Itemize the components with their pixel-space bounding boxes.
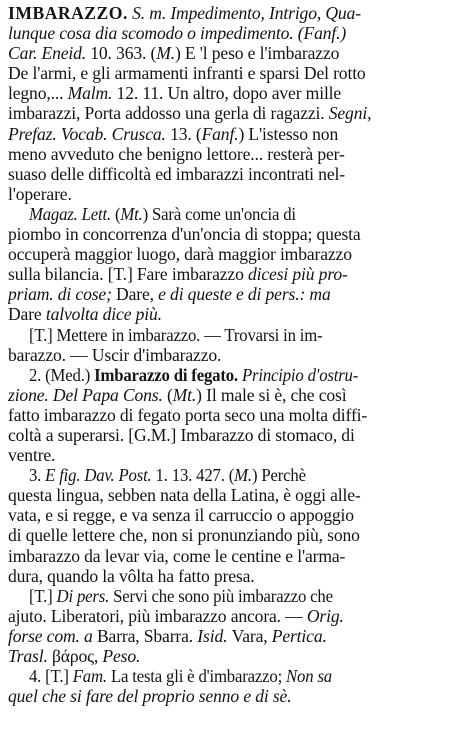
text-run: Magaz. Lett. [28, 203, 115, 224]
text-line [8, 23, 465, 43]
text-run: Vara, [231, 625, 272, 646]
text-run: [T.] [28, 585, 57, 606]
text-run: Dare [8, 304, 46, 325]
paragraph-sense-3 [8, 465, 465, 586]
text-run: Isid. [197, 625, 232, 646]
text-line [8, 284, 465, 304]
text-line [8, 465, 464, 485]
paragraph-mettere [8, 325, 465, 365]
text-line [8, 525, 465, 545]
text-run: Impedimento, Intrigo, Qua- [170, 3, 361, 23]
text-run: Prefaz. Vocab. Crusca. [8, 123, 171, 144]
text-run: ( [166, 384, 173, 405]
text-line [8, 445, 465, 465]
text-run: 3. [28, 465, 46, 486]
text-run: 1. 13. 427. ( [155, 465, 235, 486]
text-run: [T.] Mettere in imbarazzo. — Trovarsi in im- [28, 324, 323, 345]
text-line [8, 224, 465, 244]
text-run: ajuto. Liberatori, più imbarazzo ancora. — [8, 605, 307, 626]
text-line [8, 304, 465, 324]
text-run: forse com. a [8, 625, 97, 646]
text-line [8, 566, 465, 586]
text-line [8, 144, 465, 164]
text-line [8, 3, 465, 23]
text-run: dicesi più pro- [248, 264, 348, 285]
text-run: ( [114, 203, 121, 224]
text-run: Servi che sono più imbarazzo che [113, 585, 333, 606]
headword: IMBARAZZO. [8, 3, 128, 23]
text-run: coltà a superarsi. [G.M.] Imbarazzo di stomaco, di [8, 424, 355, 445]
text-run: occuperà maggior luogo, darà maggior imbarazzo [8, 244, 352, 265]
text-run: questa lingua, sebben nata della Latina, è oggi alle- [8, 485, 361, 506]
text-run: Fam. [72, 666, 111, 687]
text-run: Peso. [102, 646, 141, 666]
text-run: priam. di cose; [8, 284, 117, 305]
text-line [8, 546, 465, 566]
text-line [8, 124, 465, 144]
text-line [8, 385, 465, 405]
text-run: e di queste e di pers.: ma [158, 284, 331, 305]
text-run: Mt. [172, 384, 197, 405]
text-line [8, 43, 465, 63]
text-line [8, 184, 465, 204]
text-run: suaso delle difficoltà ed imbarazzi incontrati nel- [8, 163, 345, 184]
text-run: Malm. [67, 83, 117, 104]
text-run: Mt. [120, 203, 143, 224]
text-run: βάρος, [51, 646, 103, 666]
text-run: vata, e si regge, e va senza il carruccio o appoggio [8, 505, 354, 526]
text-run: M. [156, 43, 175, 64]
text-line [8, 103, 465, 123]
text-run: Barra, Sbarra. [96, 625, 198, 646]
paragraph-magaz [8, 204, 465, 325]
text-line [8, 606, 465, 626]
text-run: ) Perchè [251, 465, 306, 486]
text-run: Segni, [328, 103, 372, 124]
text-run: talvolta dice più. [45, 304, 162, 325]
text-run: m. [149, 3, 171, 23]
text-run: Pertica. [271, 625, 327, 646]
text-run: Di pers. [56, 585, 114, 606]
text-line [8, 405, 465, 425]
text-line [8, 646, 465, 666]
text-line [8, 586, 464, 606]
paragraph-sense-2 [8, 365, 465, 465]
text-line [8, 686, 465, 706]
text-line [8, 425, 465, 445]
text-run: ) Il male si è, che così [196, 384, 347, 405]
text-line [8, 164, 465, 184]
text-run: M. [234, 465, 252, 486]
text-run: 4. [T.] [28, 666, 73, 687]
text-run: piombo in concorrenza d'un'oncia di stoppa; questa [8, 224, 361, 245]
text-line [8, 666, 464, 686]
text-run: l'operare. [8, 183, 72, 204]
text-run: zione. Del Papa Cons. [8, 384, 167, 405]
text-run: 10. 363. ( [90, 43, 157, 64]
text-run: ) L'istesso non [238, 123, 339, 144]
text-line [8, 626, 465, 646]
text-line [8, 264, 465, 284]
text-run: Fanf. [201, 123, 239, 144]
text-run: Non sa [286, 666, 332, 687]
text-run: meno avveduto che benigno lettore... resterà per- [8, 143, 345, 164]
text-run: 12. 11. Un altro, dopo aver mille [116, 83, 342, 104]
text-run: S. [127, 3, 150, 23]
text-run: 2. (Med.) [28, 364, 95, 385]
text-run: barazzo. — Uscir d'imbarazzo. [8, 344, 222, 365]
text-run: E fig. Dav. Post. [45, 465, 156, 486]
text-line [8, 325, 464, 345]
text-run: ventre. [8, 445, 56, 466]
text-line [8, 505, 465, 525]
text-line [8, 485, 465, 505]
text-run: imbarazzi, Porta addosso una gerla di ragazzi. [8, 103, 329, 124]
text-run: di quelle lettere che, non si pronunziando più, sono [8, 525, 360, 546]
text-run: imbarazzo da levar via, come le centine e l'arma- [8, 545, 346, 566]
text-run: Car. Eneid. [8, 43, 91, 64]
text-run: ) Sarà come un'oncia di [142, 203, 296, 224]
text-run: 13. ( [170, 123, 202, 144]
text-run: lunque cosa dia scomodo o impedimento. (Fanf.) [8, 23, 347, 44]
text-run: De l'armi, e gli armamenti infranti e sparsi Del rotto [8, 63, 366, 84]
text-run: quel che si fare del proprio senno e di sè. [8, 686, 292, 707]
text-run: Orig. [306, 605, 344, 626]
text-run: legno,... [8, 83, 68, 104]
paragraph-sense-4 [8, 666, 465, 706]
text-run: Imbarazzo di fegato. [94, 364, 242, 385]
text-line [8, 204, 464, 224]
paragraph-di-pers [8, 586, 465, 666]
text-line [8, 83, 465, 103]
text-run: La testa gli è d'imbarazzo; [110, 666, 287, 687]
text-line [8, 365, 464, 385]
text-run: dura, quando la vôlta ha fatto presa. [8, 565, 255, 586]
text-run: fatto imbarazzo di fegato porta seco una molta diffi- [8, 404, 368, 425]
text-line [8, 244, 465, 264]
text-run: Principio d'ostru- [241, 364, 359, 385]
text-run: ) E 'l peso e l'imbarazzo [174, 43, 340, 64]
text-line [8, 63, 465, 83]
text-run: sulla bilancia. [T.] Fare imbarazzo [8, 264, 248, 285]
text-line [8, 345, 465, 365]
text-run: Dare, [116, 284, 159, 305]
entry-first-paragraph [8, 3, 465, 204]
text-run: Trasl. [8, 646, 52, 666]
